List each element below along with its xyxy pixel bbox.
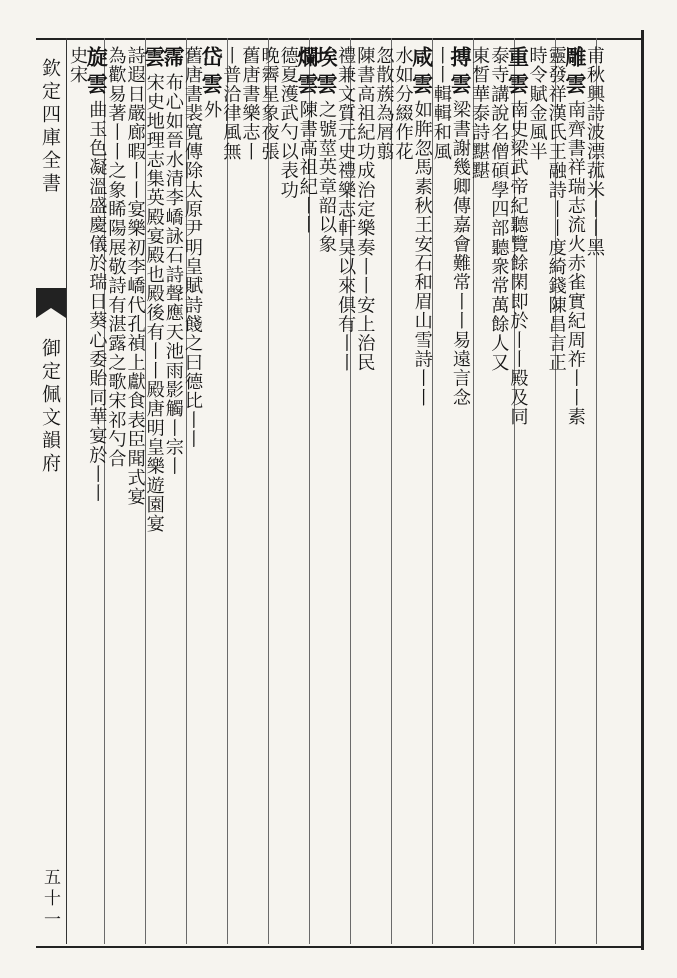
column-text: 靈發祥漢氏王融詩丨丨度綺錢陳昌言正 (545, 46, 567, 373)
column-text: 忽散蔟為屑翦 (373, 46, 395, 162)
text-column (279, 46, 298, 936)
column-text: 梁書謝幾卿傳嘉會難常丨丨易遠言念 (449, 100, 471, 407)
headword: 重雲 (505, 46, 531, 101)
headword: 旋雲 (84, 46, 110, 101)
text-column (505, 46, 531, 936)
headword: 爛雲 (294, 46, 320, 101)
text-column (470, 46, 489, 936)
column-text: 禮兼文質元史禮樂志軒昊以來俱有丨丨 (335, 46, 357, 373)
column-text: 布心如晉水清李嶠詠石詩聲應天池雨影觸丨宗丨 (162, 73, 184, 476)
right-border-rule (641, 30, 644, 950)
text-column (355, 46, 374, 936)
column-text: 陳書高祖紀功成治定樂奏丨丨安上治民 (354, 46, 376, 373)
column-text: 陳書高祖紀丨丨 (296, 100, 318, 235)
headword: 埃雲 (313, 46, 339, 101)
headword: 搏雲 (447, 46, 473, 101)
column-text: 之號莖英章韶以象 (315, 100, 337, 254)
headword: 雕雲 (562, 46, 588, 101)
headword: 霈 (160, 46, 186, 74)
section-title: 御定佩文韻府 (39, 338, 61, 476)
text-column (259, 46, 278, 936)
text-column (160, 46, 186, 936)
column-text: 東晳華泰詩黮黮 (469, 46, 491, 181)
text-column (562, 46, 588, 936)
column-text: 泰寺講說名僧碩學四部聽衆常萬餘人又 (488, 46, 510, 373)
column-text: 舊唐書樂志丨 (239, 46, 261, 162)
column-text: 外 (201, 100, 223, 120)
text-column (183, 46, 202, 936)
text-column (68, 46, 87, 936)
text-column (547, 46, 566, 936)
column-text: 詩遐日嚴廊暇丨丨宴樂初李嶠代孔禎上獻食表臣聞式宴 (124, 46, 146, 507)
column-text: 晚霽星象夜張 (258, 46, 280, 162)
text-column (489, 46, 508, 936)
page-number: 五十一 (40, 868, 60, 931)
headword: 岱雲 (199, 46, 225, 101)
text-column (585, 46, 604, 936)
text-column (84, 46, 110, 936)
text-column (336, 46, 355, 936)
column-text: 丨丨輯輯和風 (430, 46, 452, 162)
text-column (125, 46, 144, 936)
text-column (294, 46, 320, 936)
text-column (221, 46, 240, 936)
column-text: 南史梁武帝紀聽覽餘閑即於丨丨殿及同 (507, 100, 529, 427)
text-column (527, 46, 546, 936)
book-title: 欽定四庫全書 (39, 58, 61, 196)
fishtail-mark-icon (36, 288, 66, 324)
column-text: 時令賦金風半 (526, 46, 548, 162)
column-text: 為歡易著丨丨之象睎陽展敬詩有湛露之歌宋祁勺合 (105, 46, 127, 468)
column-text: 南齊書祥瑞志流火赤雀實紀周祚丨丨素 (564, 100, 586, 427)
text-column (409, 46, 435, 936)
text-column (199, 46, 225, 936)
column-text: 水如分綴作花 (392, 46, 414, 162)
column-text: 甫秋興詩波漂菰米丨丨黑 (583, 46, 605, 257)
text-column (240, 46, 259, 936)
headword: 咸雲 (409, 46, 435, 101)
column-text: 丨普洽律風無 (220, 46, 242, 162)
text-column (432, 46, 451, 936)
column-text: 德夏濩武勺以表功 (277, 46, 299, 200)
text-column (313, 46, 339, 936)
headword: 雲 (141, 46, 167, 74)
text-column (393, 46, 412, 936)
text-column (141, 46, 167, 936)
text-column (106, 46, 125, 936)
column-text: 舊唐書裴寬傳除太原尹明皇賦詩餞之曰德比丨丨 (181, 46, 203, 449)
column-text: 宋史地理志集英殿宴殿也殿後有丨丨殿唐明皇樂遊園宴 (143, 73, 165, 534)
column-text: 如脌忽馬素秋王安石和眉山雪詩丨丨 (411, 100, 433, 407)
column-text: 曲玉色凝溫盛慶儀於瑞日葵心委貽同華宴於丨丨 (86, 100, 108, 503)
text-column (374, 46, 393, 936)
text-column (447, 46, 473, 936)
column-text: 史宋 (67, 46, 89, 85)
